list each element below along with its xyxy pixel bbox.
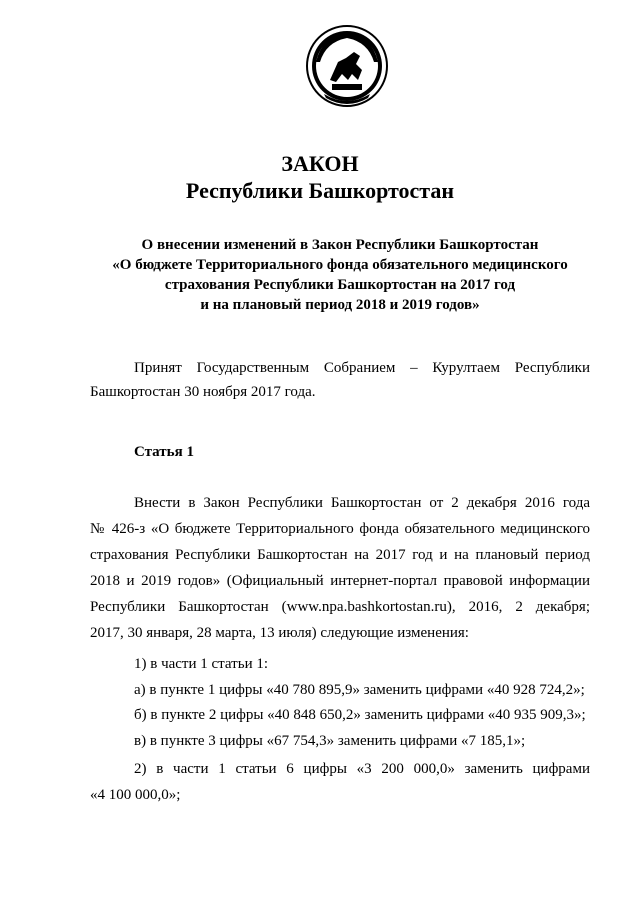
list-item-part-6: [90, 756, 590, 808]
intro-line: Республики Башкортостан (www.npa.bashkortostan.ru), 2016, 2 декабря;: [90, 599, 590, 615]
article-heading: Статья 1: [134, 444, 194, 460]
intro-line: 2018 и 2019 годов» (Официальный интернет-портал правовой информации: [90, 573, 590, 589]
intro-line: 2017, 30 января, 28 марта, 13 июля) следующие изменения:: [90, 625, 469, 641]
list-item: в) в пункте 3 цифры «67 754,3» заменить цифрами «7 185,1»;: [134, 733, 526, 749]
item-line: «4 100 000,0»;: [90, 787, 181, 803]
intro-line: № 426-з «О бюджете Территориального фонда обязательного медицинского: [90, 521, 590, 537]
list-item: 1) в части 1 статьи 1:: [134, 656, 269, 672]
list-item: а) в пункте 1 цифры «40 780 895,9» заменить цифрами «40 928 724,2»;: [134, 682, 585, 698]
intro-line: Внести в Закон Республики Башкортостан от 2 декабря 2016 года: [134, 495, 590, 511]
subtitle-line: «О бюджете Территориального фонда обязательного медицинского: [112, 257, 568, 273]
document-title-republic: Республики Башкортостан: [185, 178, 455, 203]
law-subtitle: [90, 235, 590, 315]
bashkortostan-coat-of-arms-icon: [302, 22, 392, 112]
document-title: ЗАКОН: [281, 151, 359, 176]
adoption-note: [90, 356, 590, 404]
list-item: б) в пункте 2 цифры «40 848 650,2» заменить цифрами «40 935 909,3»;: [134, 707, 586, 723]
subtitle-line: и на плановый период 2018 и 2019 годов»: [200, 297, 480, 313]
adoption-line: Башкортостан 30 ноября 2017 года.: [90, 384, 316, 400]
adoption-line: Принят Государственным Собранием – Курултаем Республики: [134, 360, 590, 376]
item-line: 2) в части 1 статьи 6 цифры «3 200 000,0» заменить цифрами: [134, 761, 590, 777]
subtitle-line: О внесении изменений в Закон Республики Башкортостан: [141, 237, 539, 253]
subtitle-line: страхования Республики Башкортостан на 2017 год: [164, 277, 516, 293]
article-intro: [90, 490, 590, 646]
intro-line: страхования Республики Башкортостан на 2017 год и на плановый период: [90, 547, 590, 563]
